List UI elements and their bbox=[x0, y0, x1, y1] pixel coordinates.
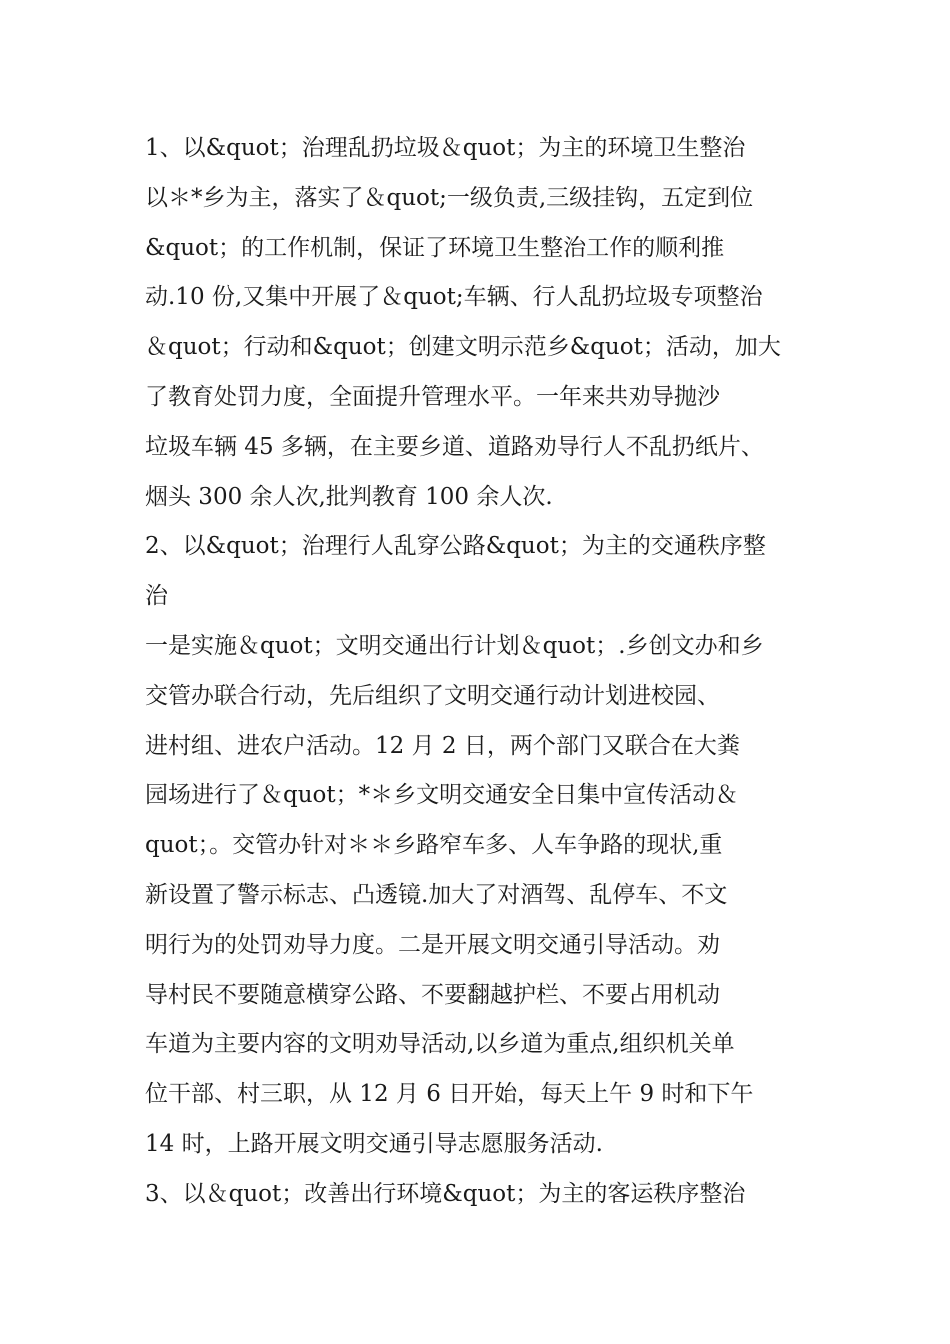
document-body bbox=[145, 124, 825, 1220]
paragraph-line: 烟头 300 余人次,批判教育 100 余人次. bbox=[145, 483, 553, 510]
paragraph-line: 14 时，上路开展文明交通引导志愿服务活动. bbox=[145, 1130, 603, 1157]
paragraph-line: 新设置了警示标志、凸透镜.加大了对酒驾、乱停车、不文 bbox=[145, 881, 728, 908]
paragraph-line: 位干部、村三职，从 12 月 6 日开始，每天上午 9 时和下午 bbox=[145, 1081, 754, 1108]
paragraph-line: 动.10 份,又集中开展了＆quot;车辆、行人乱扔垃圾专项整治 bbox=[145, 284, 763, 311]
heading-3: 3、以＆quot；改善出行环境&quot；为主的客运秩序整治 bbox=[145, 1180, 746, 1207]
paragraph-line: 进村组、进农户活动。12 月 2 日，两个部门又联合在大粪 bbox=[145, 732, 740, 759]
heading-2-cont: 治 bbox=[145, 583, 168, 610]
heading-2: 2、以&quot；治理行人乱穿公路&quot；为主的交通秩序整 bbox=[145, 533, 766, 560]
paragraph-line: 交管办联合行动，先后组织了文明交通行动计划进校园、 bbox=[145, 682, 720, 709]
paragraph-line: 了教育处罚力度，全面提升管理水平。一年来共劝导抛沙 bbox=[145, 383, 720, 410]
paragraph-line: 一是实施＆quot；文明交通出行计划＆quot；.乡创文办和乡 bbox=[145, 632, 764, 659]
paragraph-line: 明行为的处罚劝导力度。二是开展文明交通引导活动。劝 bbox=[145, 931, 720, 958]
paragraph-line: 园场进行了＆quot；*＊乡文明交通安全日集中宣传活动＆ bbox=[145, 782, 739, 809]
paragraph-line: 导村民不要随意横穿公路、不要翻越护栏、不要占用机动 bbox=[145, 981, 720, 1008]
paragraph-line: ＆quot；行动和&quot；创建文明示范乡&quot；活动，加大 bbox=[145, 334, 781, 361]
paragraph-line: &quot；的工作机制，保证了环境卫生整治工作的顺利推 bbox=[145, 234, 725, 261]
paragraph-line: 垃圾车辆 45 多辆，在主要乡道、道路劝导行人不乱扔纸片、 bbox=[145, 433, 764, 460]
paragraph-line: 以＊*乡为主，落实了＆quot;一级负责,三级挂钩，五定到位 bbox=[145, 184, 754, 211]
paragraph-line: 车道为主要内容的文明劝导活动,以乡道为重点,组织机关单 bbox=[145, 1031, 735, 1058]
paragraph-line: quot；。交管办针对＊＊乡路窄车多、人车争路的现状,重 bbox=[145, 832, 723, 859]
heading-1: 1、以&quot；治理乱扔垃圾＆quot；为主的环境卫生整治 bbox=[145, 135, 746, 161]
